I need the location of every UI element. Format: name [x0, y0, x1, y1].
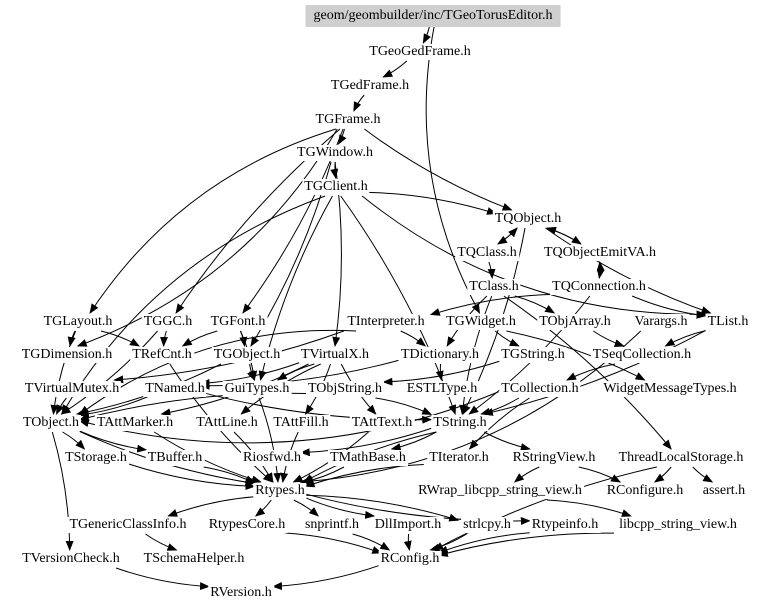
- graph-node-TSchemaHelper[interactable]: TSchemaHelper.h: [143, 551, 245, 566]
- graph-node-TRefCnt[interactable]: TRefCnt.h: [132, 347, 192, 362]
- graph-node-libcpp_string_view[interactable]: libcpp_string_view.h: [619, 517, 737, 532]
- edge-TClass-to-TObjArray: [515, 296, 554, 313]
- graph-node-TGObject[interactable]: TGObject.h: [213, 347, 281, 362]
- edge-RConfig-to-RVersion: [273, 565, 381, 587]
- graph-node-RConfig[interactable]: RConfig.h: [380, 551, 440, 566]
- edge-TIterator-to-Rtypes: [306, 464, 424, 486]
- graph-node-TGString[interactable]: TGString.h: [501, 347, 565, 362]
- graph-node-TBuffer[interactable]: TBuffer.h: [147, 450, 203, 465]
- graph-node-TVirtualMutex[interactable]: TVirtualMutex.h: [24, 381, 120, 396]
- edge-Rtypes-to-snprintf: [294, 500, 318, 516]
- edge-Rtypes-to-RtypesCore: [256, 500, 272, 516]
- graph-node-ThreadLocalStorage[interactable]: ThreadLocalStorage.h: [618, 450, 744, 465]
- graph-node-TQConnection[interactable]: TQConnection.h: [552, 279, 646, 294]
- graph-node-TGFont[interactable]: TGFont.h: [210, 314, 266, 329]
- graph-node-DllImport[interactable]: DllImport.h: [374, 517, 442, 532]
- edge-TGFrame-to-TGWindow: [339, 129, 345, 144]
- graph-node-Varargs[interactable]: Varargs.h: [634, 314, 688, 329]
- edge-TList-to-TSeqCollection: [665, 331, 705, 346]
- edge-Rtypeinfo-to-RConfig: [439, 533, 530, 553]
- edge-TQConnection-to-TInterpreter: [431, 294, 554, 314]
- graph-node-TGedFrame[interactable]: TGedFrame.h: [330, 78, 410, 93]
- graph-node-RVersion[interactable]: RVersion.h: [210, 585, 272, 600]
- edge-TQConnection-to-TQObjectEmitVA: [599, 262, 600, 278]
- graph-node-TObjArray[interactable]: TObjArray.h: [539, 314, 611, 329]
- edge-TGFont-to-TRefCnt: [183, 331, 218, 346]
- graph-node-TVirtualX[interactable]: TVirtualX.h: [301, 347, 369, 362]
- edge-TGLayout-to-TObject: [53, 331, 75, 414]
- edge-GuiTypes-to-Rtypes: [259, 398, 278, 482]
- edge-TQClass-to-TQObject: [498, 228, 517, 244]
- edge-TGGC-to-TRefCnt: [164, 331, 167, 346]
- edge-TInterpreter-to-TObject: [80, 330, 356, 414]
- graph-node-TVersionCheck[interactable]: TVersionCheck.h: [22, 551, 120, 566]
- graph-node-TSeqCollection[interactable]: TSeqCollection.h: [592, 347, 692, 362]
- graph-node-TIterator[interactable]: TIterator.h: [429, 450, 489, 465]
- edge-TVirtualX-to-GuiTypes: [278, 364, 315, 380]
- graph-node-root[interactable]: geom/geombuilder/inc/TGeoTorusEditor.h: [306, 5, 561, 27]
- edge-TGeoGedFrame-to-TGedFrame: [383, 61, 407, 77]
- edge-TQObject-to-TQObjectEmitVA: [547, 228, 581, 244]
- graph-node-TAttLine[interactable]: TAttLine.h: [196, 415, 258, 430]
- edge-Rtypes-to-TGenericClassInfo: [168, 497, 254, 516]
- graph-node-TGLayout[interactable]: TGLayout.h: [43, 314, 113, 329]
- graph-node-TInterpreter[interactable]: TInterpreter.h: [347, 314, 425, 329]
- graph-node-TQObject[interactable]: TQObject.h: [494, 211, 562, 226]
- edge-snprintf-to-RConfig: [353, 534, 390, 550]
- edge-TList-to-TString: [484, 330, 706, 414]
- edge-TObject-to-TStorage: [63, 432, 85, 449]
- graph-node-TNamed[interactable]: TNamed.h: [145, 381, 205, 396]
- graph-node-TDictionary[interactable]: TDictionary.h: [400, 347, 480, 362]
- graph-node-snprintf[interactable]: snprintf.h: [304, 517, 360, 532]
- graph-node-Rtypeinfo[interactable]: Rtypeinfo.h: [531, 517, 599, 532]
- edge-TGenericClassInfo-to-TSchemaHelper: [145, 534, 176, 550]
- edge-RStringView-to-RWrap_libcpp_string_view: [515, 467, 540, 482]
- graph-node-TGClient[interactable]: TGClient.h: [304, 179, 368, 194]
- graph-node-TObject[interactable]: TObject.h: [22, 415, 80, 430]
- graph-node-TGenericClassInfo[interactable]: TGenericClassInfo.h: [69, 517, 187, 532]
- graph-node-TGDimension[interactable]: TGDimension.h: [21, 347, 113, 362]
- edge-TObjArray-to-TSeqCollection: [593, 331, 623, 346]
- edge-TVersionCheck-to-RVersion: [116, 568, 209, 587]
- graph-node-TQClass[interactable]: TQClass.h: [457, 245, 517, 260]
- graph-node-RWrap_libcpp_string_view[interactable]: RWrap_libcpp_string_view.h: [418, 483, 582, 498]
- graph-node-RConfigure[interactable]: RConfigure.h: [606, 483, 684, 498]
- graph-node-TAttMarker[interactable]: TAttMarker.h: [96, 415, 174, 430]
- edge-TObjString-to-TString: [375, 398, 431, 414]
- edge-ThreadLocalStorage-to-RConfig: [434, 467, 657, 550]
- edge-ThreadLocalStorage-to-RConfigure: [655, 467, 671, 482]
- graph-node-TMathBase[interactable]: TMathBase.h: [330, 450, 406, 465]
- edge-RStringView-to-RConfigure: [579, 467, 620, 482]
- graph-node-TGeoGedFrame[interactable]: TGeoGedFrame.h: [369, 44, 471, 59]
- graph-node-TStorage[interactable]: TStorage.h: [65, 450, 127, 465]
- edge-TGedFrame-to-TGFrame: [354, 95, 364, 111]
- edge-DllImport-to-RConfig: [408, 534, 409, 550]
- graph-node-TAttText[interactable]: TAttText.h: [351, 415, 413, 430]
- graph-node-TGWidget[interactable]: TGWidget.h: [446, 314, 516, 329]
- graph-node-assert[interactable]: assert.h: [702, 483, 746, 498]
- graph-node-TGGC[interactable]: TGGC.h: [143, 314, 193, 329]
- graph-node-TObjString[interactable]: TObjString.h: [307, 381, 383, 396]
- graph-node-TAttFill[interactable]: TAttFill.h: [273, 415, 329, 430]
- graph-node-Rtypes[interactable]: Rtypes.h: [255, 483, 305, 498]
- edge-TGGC-to-TObject: [61, 331, 157, 414]
- graph-node-TQObjectEmitVA[interactable]: TQObjectEmitVA.h: [543, 245, 657, 260]
- edge-TSeqCollection-to-TCollection: [567, 364, 615, 380]
- graph-node-TCollection[interactable]: TCollection.h: [501, 381, 579, 396]
- graph-node-TGWindow[interactable]: TGWindow.h: [297, 145, 373, 160]
- edge-root-to-TGeoGedFrame: [423, 25, 430, 43]
- edge-root-to-TGWidget: [426, 25, 479, 313]
- graph-node-ESTLType[interactable]: ESTLType.h: [406, 381, 478, 396]
- graph-node-TString[interactable]: TString.h: [433, 415, 487, 430]
- graph-node-TGFrame[interactable]: TGFrame.h: [315, 112, 381, 127]
- graph-node-GuiTypes[interactable]: GuiTypes.h: [224, 381, 290, 396]
- graph-node-WidgetMessageTypes[interactable]: WidgetMessageTypes.h: [603, 381, 737, 396]
- edge-TQObjectEmitVA-to-TQObject: [547, 228, 581, 244]
- graph-node-strlcpy[interactable]: strlcpy.h: [463, 517, 511, 532]
- graph-node-RStringView[interactable]: RStringView.h: [512, 450, 596, 465]
- edge-RtypesCore-to-RConfig: [285, 533, 381, 553]
- graph-node-RtypesCore[interactable]: RtypesCore.h: [208, 517, 286, 532]
- edge-TObject-to-TBuffer: [80, 431, 146, 450]
- edge-TGFrame-to-TQObject: [364, 129, 511, 210]
- edge-TQClass-to-TClass: [489, 262, 492, 278]
- edge-TGFrame-to-TGDimension: [78, 129, 337, 346]
- graph-node-TClass[interactable]: TClass.h: [469, 279, 519, 294]
- edge-ThreadLocalStorage-to-assert: [693, 467, 713, 482]
- graph-node-TList[interactable]: TList.h: [707, 314, 749, 329]
- graph-node-Riosfwd[interactable]: Riosfwd.h: [243, 450, 301, 465]
- edge-RWrap_libcpp_string_view-to-libcpp_string_view: [547, 500, 631, 516]
- edge-TQConnection-to-TList: [632, 296, 705, 316]
- edge-TString-to-TMathBase: [392, 432, 437, 449]
- edge-TDictionary-to-ESTLType: [440, 364, 441, 380]
